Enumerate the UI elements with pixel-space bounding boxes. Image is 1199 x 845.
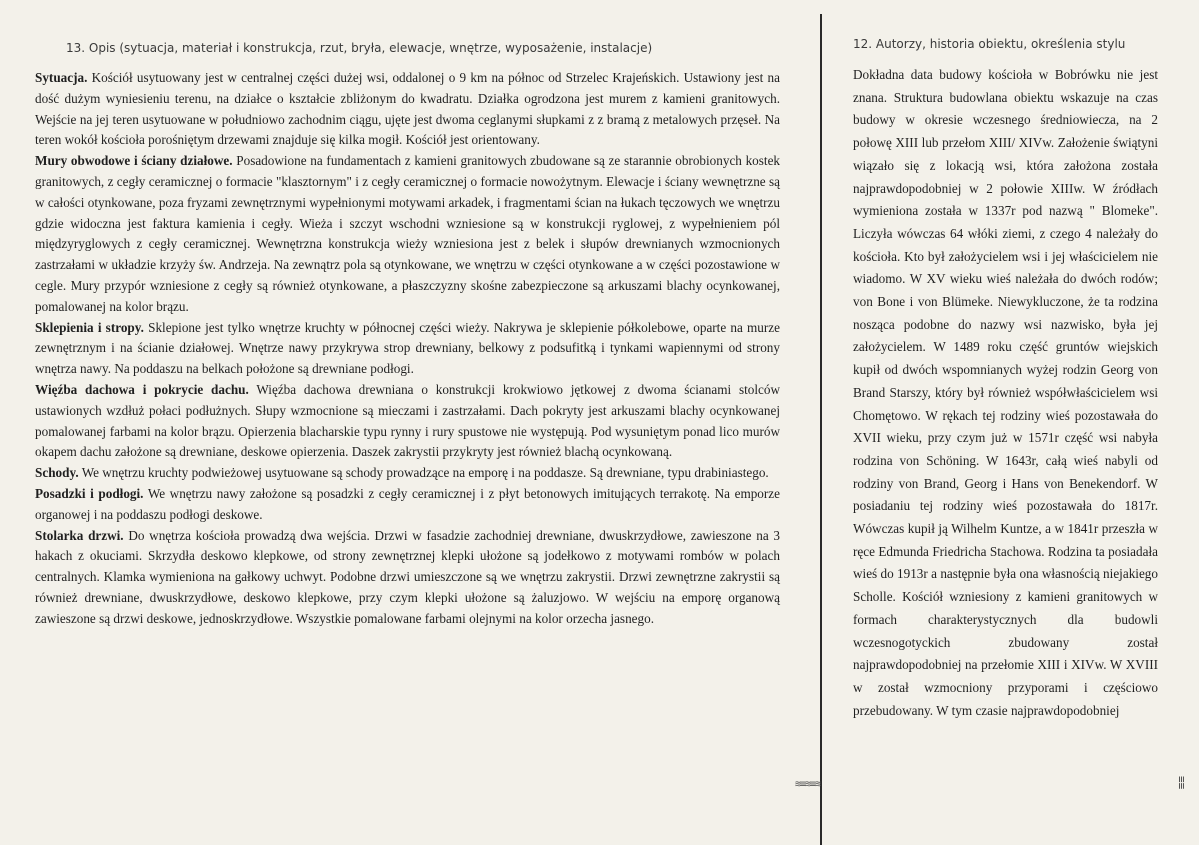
paragraph-heading: Stolarka drzwi. (35, 527, 124, 543)
paragraph-text: We wnętrzu nawy założone są posadzki z cegły ceramicznej i z płyt betonowych imitujących terrakotę. Na emporze organowej i na poddaszu podłogi deskowe. (35, 485, 780, 522)
paragraph-text: Do wnętrza kościoła prowadzą dwa wejścia. Drzwi w fasadzie zachodniej drewniane, dwuskrzydłowe, zawieszone na 3 hakach z okuciami. Skrzydła deskowo klepkowe, od strony zewnętrznej klepki ułożone są jodełkowo z motywami rombów w polach centralnych. Klamka wymieniona na gałkowy uchwyt. Podobne drzwi umieszczone są we wnętrzu zakrystii. Drzwi zewnętrzne zakrystii są również drewniane, dwuskrzydłowe, deskowo klepkowe, przy czym klepki ułożone są żaluzjowo. W wejściu na emporę organową zawieszone są drzwi deskowe, jednoskrzydłowe. Wszystkie pomalowane farbami olejnymi na kolor orzecha jasnego. (35, 527, 780, 626)
paragraph-stolarka (35, 526, 780, 630)
left-column-header: 13. Opis (sytuacja, materiał i konstrukcja, rzut, bryła, elewacje, wnętrze, wyposażenie, instalacje) (66, 41, 653, 55)
paragraph-posadzki (35, 484, 780, 526)
paragraph-schody (35, 463, 780, 484)
history-text: Dokładna data budowy kościoła w Bobrówku nie jest znana. Struktura budowlana obiektu wskazuje na czas budowy w okresie wczesnego średniowiecza, na 2 połowę XIII lub przełom XIII/ XIVw. Założenie świątyni wiązało się z lokacją wsi, która założona została najprawdopodobniej w 2 połowie XIIIw. W źródłach wymieniona została w 1337r pod nazwą " Blomeke". Liczyła wówczas 64 włóki ziemi, z czego 4 należały do kościoła. Kto był założycielem wsi i jej właścicielem nie wiadomo. W XV wieku wieś należała do dwóch rodów; von Bone i von Blümeke. Niewykluczone, że ta rodzina nosząca podobne do nazwy wsi nazwisko, była jej założycielem. W 1489 roku część gruntów wiejskich kupił od dwóch wspomnianych wyżej rodzin Georg von Brand Starszy, który był również współwłaścicielem wsi Chomętowo. W rękach tej rodziny wieś pozostawała do XVII wieku, przy czym już w 1571r część wsi nabyła rodzina von Schöning. W 1643r, całą wieś nabyli od rodziny von Brand, Georg i Hans von Benekendorf. W posiadaniu tej rodziny wieś pozostawała do 1817r. Wówczas kupił ją Wilhelm Kuntze, a w 1841r przeszła w ręce Edmunda Friedricha Stachowa. Rodzina ta posiadała wieś do 1913r a następnie była ona własnością niejakiego Scholle. Kościół wzniesiony z kamieni granitowych w formach charakterystycznych dla budowli wczesnogotyckich zbudowany został najprawdopodobniej na przełomie XIII i XIVw. W XVIII w został wzmocniony przyporami i częściowo przebudowany. W tym czasie najprawdopodobniej (853, 67, 1158, 718)
paragraph-heading: Sklepienia i stropy. (35, 319, 144, 335)
edge-artifact-mark: ≡≡ (1175, 776, 1188, 790)
column-divider (820, 14, 822, 845)
paragraph-text: Posadowione na fundamentach z kamieni granitowych zbudowane są ze starannie obrobionych kostek granitowych, z cegły ceramicznej o formacie "klasztornym" i z cegły ceramicznej o formacie nowożytnym. Elewacje i ściany wewnętrzne są w całości otynkowane, poza fryzami zewnętrznymi wypełnionymi motywami arkadek, i fragmentami ścian na łukach tęczowych we wnętrzu gdzie widoczna jest faktura kamienia i cegły. Wieża i szczyt wschodni wzniesione są w konstrukcji ryglowej, z wypełnieniem pól międzyryglowych z cegły ceramicznej. Wewnętrzna konstrukcja wieży wzniesiona jest z belek i słupów drewnianych wzmocnionych zastrzałami w układzie krzyży św. Andrzeja. Na zewnątrz pola są otynkowane, we wnętrzu w części otynkowane a w części pozostawione w cegle. Mury przypór wzniesione z cegły są również otynkowane, a płaszczyzny skośne zabezpieczone są arkuszami blachy ocynkowanej, pomalowanej na kolor brązu. (35, 153, 781, 314)
description-column (35, 68, 780, 630)
paragraph-mury (35, 151, 780, 317)
paragraph-text: We wnętrzu kruchty podwieżowej usytuowane są schody prowadzące na emporę i na poddasze. Są drewniane, typu drabiniastego. (81, 465, 769, 481)
paragraph-sytuacja (35, 68, 780, 151)
paragraph-sklepienia (35, 318, 780, 380)
paragraph-heading: Sytuacja. (35, 70, 88, 85)
paragraph-heading: Posadzki i podłogi. (35, 485, 144, 501)
right-column-header: 12. Autorzy, historia obiektu, określenia stylu (853, 37, 1126, 51)
history-column (853, 64, 1158, 722)
paragraph-heading: Mury obwodowe i ściany działowe. (35, 153, 233, 169)
scan-artifact-mark: ≋≡≋≡≋ (795, 779, 821, 790)
paragraph-text: Sklepione jest tylko wnętrze kruchty w północnej części wieży. Nakrywa je sklepienie półkolebowe, oparte na murze zewnętrznym i na ścianie działowej. Wnętrze nawy przykrywa strop drewniany, belkowy z podsufitką i tynkami wapiennymi od strony wnętrza nawy. Na poddaszu na belkach położone są drewniane podłogi. (35, 319, 780, 377)
paragraph-text: Kościół usytuowany jest w centralnej części dużej wsi, oddalonej o 9 km na północ od Strzelec Krajeńskich. Ustawiony jest na dość dużym wyniesieniu terenu, na działce o kształcie zbliżonym do kwadratu. Działka ogrodzona jest murem z kamieni granitowych. Wejście na jej teren usytuowane w południowo zachodnim ciągu, ujęte jest dwoma ceglanymi słupkami z z bramą z metalowych przęseł. Na teren wokół kościoła porośniętym drzewami znajduje się kilka mogił. Kościół jest orientowany. (35, 70, 780, 148)
paragraph-heading: Więźba dachowa i pokrycie dachu. (35, 381, 249, 397)
paragraph-heading: Schody. (35, 465, 79, 481)
paragraph-text: Więźba dachowa drewniana o konstrukcji krokwiowo jętkowej z dwoma ścianami stolców ustawionych wzdłuż połaci podłużnych. Słupy wzmocnione są mieczami i zastrzałami. Dach pokryty jest arkuszami blachy ocynkowanej pomalowanej farbami na kolor brązu. Opierzenia blacharskie typu rynny i rury spustowe nie występują. Pod wysuniętym ponad lico murów okapem dachu założone są drewniane, deskowe opierzenia. Daszek zakrystii przykryty jest również blachą ocynkowaną. (35, 381, 780, 460)
paragraph-wiezba (35, 380, 780, 463)
